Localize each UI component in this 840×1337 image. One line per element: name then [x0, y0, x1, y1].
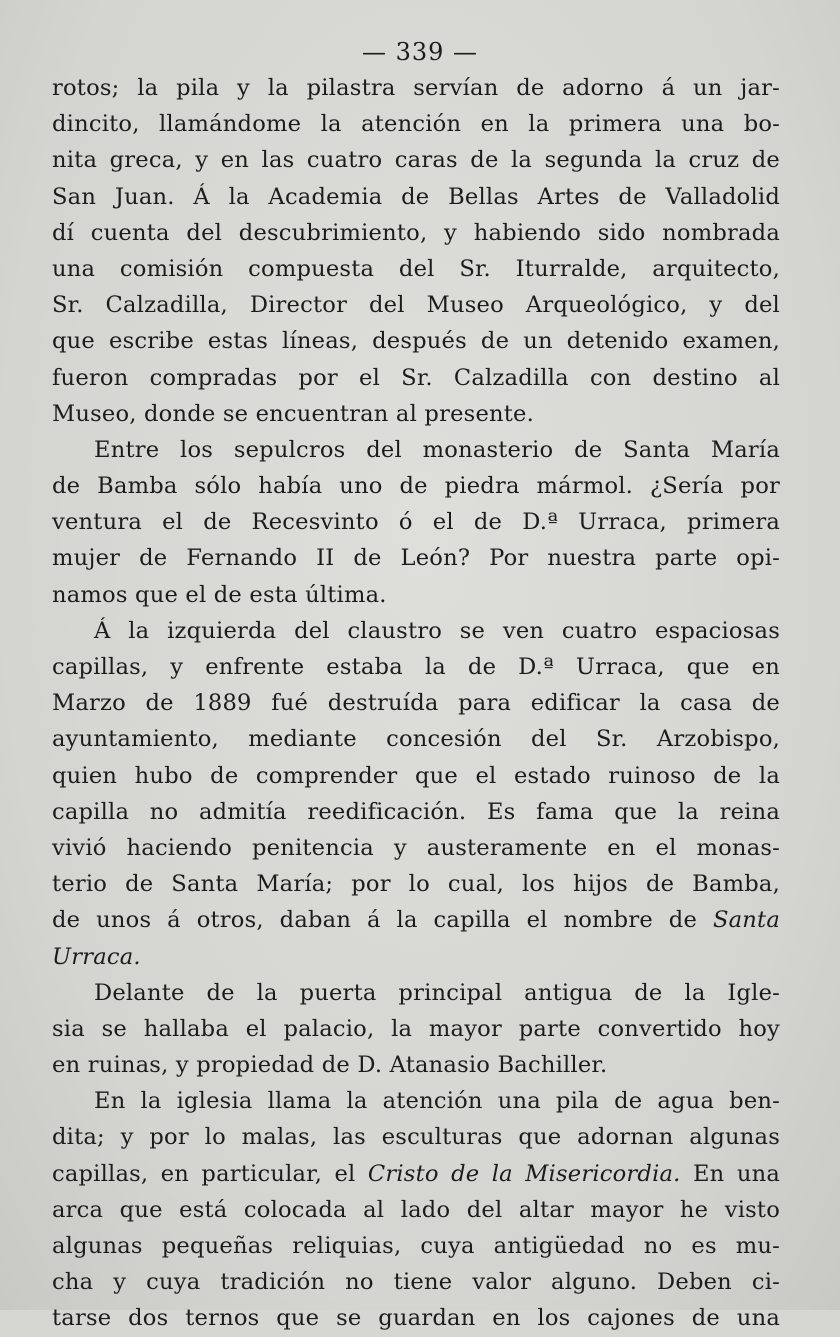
text-line: rotos; la pila y la pilastra servían de adorno á un jar- — [52, 75, 780, 101]
text-line: nita greca, y en las cuatro caras de la segunda la cruz de — [52, 147, 780, 174]
text-line: namos que el de esta última. — [52, 581, 387, 608]
text-line: quien hubo de comprender que el estado ruinoso de la — [52, 762, 780, 789]
text-line: en ruinas, y propiedad de D. Atanasio Bachiller. — [52, 1052, 608, 1079]
text-line: Á la izquierda del claustro se ven cuatro espaciosas — [94, 617, 780, 644]
paragraph-2 — [52, 432, 780, 613]
text-line — [52, 902, 780, 938]
paragraph-5 — [52, 1083, 780, 1336]
text-line: capilla no admitía reedificación. Es fama que la reina — [52, 798, 780, 825]
body-text — [52, 70, 780, 1337]
text-line: capillas, y enfrente estaba la de D.ª Urraca, que en — [52, 654, 780, 680]
text-line: Sr. Calzadilla, Director del Museo Arqueológico, y del — [52, 292, 780, 319]
text-line: algunas pequeñas reliquias, cuya antigüedad no es mu- — [52, 1233, 780, 1259]
italic-text: Cristo de la Misericordia. — [367, 1160, 681, 1187]
text-line: terio de Santa María; por lo cual, los hijos de Bamba, — [52, 871, 780, 898]
page-number: — 339 — — [361, 38, 479, 66]
paragraph-4 — [52, 975, 780, 1084]
text-line: Entre los sepulcros del monasterio de Santa María — [94, 436, 780, 463]
italic-text: Santa — [712, 907, 780, 934]
paragraph-3 — [52, 613, 780, 975]
text-line: que escribe estas líneas, después de un detenido examen, — [52, 328, 780, 355]
text-line: dita; y por lo malas, las esculturas que adornan algunas — [52, 1124, 780, 1151]
text-line: San Juan. Á la Academia de Bellas Artes de Valladolid — [52, 183, 780, 210]
text-line: En la iglesia llama la atención una pila de agua ben- — [94, 1088, 780, 1115]
text-line: de Bamba sólo había uno de piedra mármol. ¿Sería por — [52, 473, 780, 500]
text-line: mujer de Fernando II de León? Por nuestra parte opi- — [52, 545, 780, 572]
text-line — [52, 1156, 780, 1192]
text-line: dí cuenta del descubrimiento, y habiendo sido nombrada — [52, 219, 780, 246]
text-line: arca que está colocada al lado del altar mayor he visto — [52, 1196, 780, 1223]
text-line: Delante de la puerta principal antigua de la Igle- — [94, 979, 780, 1006]
text-line: cha y cuya tradición no tiene valor alguno. Deben ci- — [52, 1269, 780, 1296]
text-segment: capillas, en particular, el — [52, 1160, 356, 1187]
text-line: una comisión compuesta del Sr. Iturralde, arquitecto, — [52, 255, 780, 282]
text-line: ayuntamiento, mediante concesión del Sr. Arzobispo, — [52, 726, 780, 753]
text-line: sia se hallaba el palacio, la mayor parte convertido hoy — [52, 1015, 780, 1042]
paragraph-1 — [52, 70, 780, 432]
text-line: Urraca. — [52, 943, 141, 970]
text-line: ventura el de Recesvinto ó el de D.ª Urraca, primera — [52, 509, 780, 536]
text-line: vivió haciendo penitencia y austeramente en el monas- — [52, 834, 780, 861]
text-line: fueron compradas por el Sr. Calzadilla con destino al — [52, 364, 780, 391]
text-line: tarse dos ternos que se guardan en los cajones de una — [52, 1305, 780, 1332]
text-line: Museo, donde se encuentran al presente. — [52, 400, 534, 427]
text-line: Marzo de 1889 fué destruída para edificar la casa de — [52, 690, 780, 717]
text-segment: de unos á otros, daban á la capilla el nombre de — [52, 907, 698, 934]
text-segment: En una — [692, 1160, 781, 1187]
text-line: dincito, llamándome la atención en la primera una bo- — [52, 111, 780, 138]
